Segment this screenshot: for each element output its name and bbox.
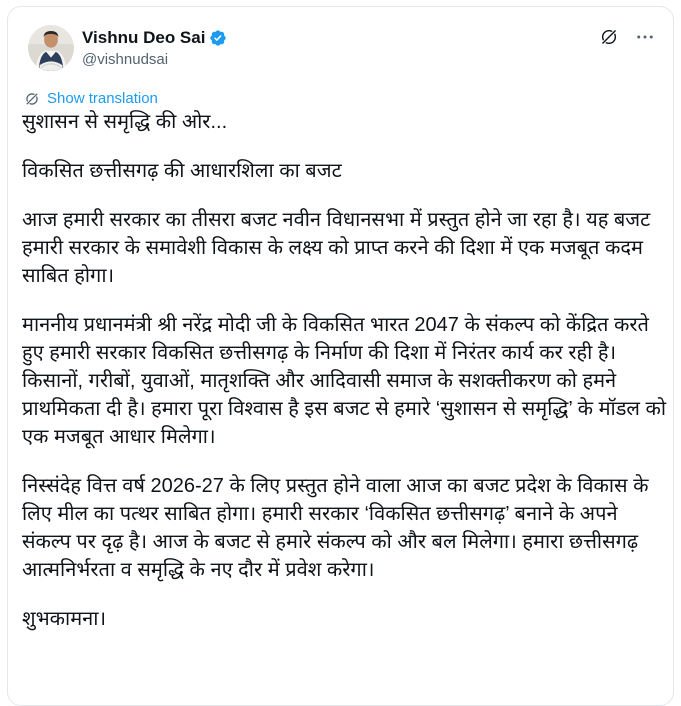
more-options-icon[interactable] bbox=[635, 27, 655, 47]
verified-badge-icon bbox=[209, 29, 227, 47]
show-translation-label: Show translation bbox=[47, 90, 158, 107]
avatar-image bbox=[28, 25, 74, 71]
post-paragraph: शुभकामना। bbox=[22, 608, 107, 630]
show-translation-button[interactable] bbox=[24, 90, 158, 107]
post-text bbox=[22, 108, 670, 633]
author-identity bbox=[82, 28, 227, 68]
post-paragraph: निस्संदेह वित्त वर्ष 2026-27 के लिए प्रस्तुत होने वाला आज का बजट प्रदेश के विकास के लिए मील का पत्थर साबित होगा। हमारी सरकार ‘विकसित छत्तीसगढ़’ बनाने के अपने संकल्प पर दृढ़ है। आज के बजट से हमारे संकल्प को और बल मिलेगा। हमारा छत्तीसगढ़ आत्मनिर्भरता व समृद्धि के नए दौर में प्रवेश करेगा। bbox=[22, 475, 649, 581]
post-paragraph: आज हमारी सरकार का तीसरा बजट नवीन विधानसभा में प्रस्तुत होने जा रहा है। यह बजट हमारी सरकार के समावेशी विकास के लक्ष्य को प्राप्त करने की दिशा में एक मजबूत कदम साबित होगा। bbox=[22, 209, 651, 287]
post-paragraph: माननीय प्रधानमंत्री श्री नरेंद्र मोदी जी के विकसित भारत 2047 के संकल्प को केंद्रित करते हुए हमारी सरकार विकसित छत्तीसगढ़ के निर्माण की दिशा में निरंतर कार्य कर रही है। किसानों, गरीबों, युवाओं, मातृशक्ति और आदिवासी समाज के सशक्तीकरण को हमने प्राथमिकता दी है। हमारा पूरा विश्वास है इस बजट से हमारे ‘सुशासन से समृद्धि’ के मॉडल को एक मजबूत आधार मिलेगा। bbox=[22, 314, 667, 448]
avatar[interactable] bbox=[28, 25, 74, 71]
translate-grok-icon bbox=[24, 91, 40, 107]
grok-icon[interactable] bbox=[599, 27, 619, 47]
tweet-card bbox=[7, 6, 674, 706]
post-paragraph: विकसित छत्तीसगढ़ की आधारशिला का बजट bbox=[22, 160, 342, 182]
author-name-text: Vishnu Deo Sai bbox=[82, 28, 206, 47]
author-name[interactable] bbox=[82, 28, 227, 48]
post-paragraph: सुशासन से समृद्धि की ओर... bbox=[22, 111, 228, 133]
author-handle[interactable]: @vishnudsai bbox=[82, 51, 169, 68]
header-actions bbox=[599, 27, 655, 47]
